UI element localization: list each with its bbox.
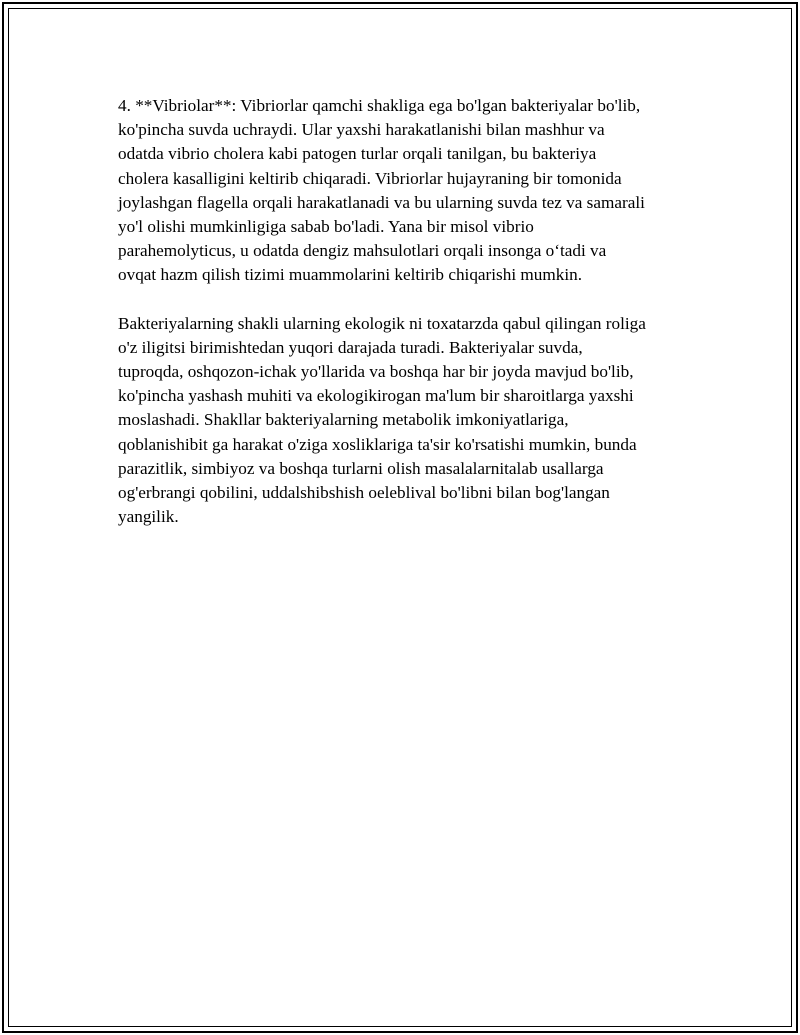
text-line: odatda vibrio cholera kabi patogen turlar orqali tanilgan, bu bakteriya — [118, 144, 597, 164]
text-line: o'z iligitsi birimishtedan yuqori darajada turadi. Bakteriyalar suvda, — [118, 337, 583, 357]
text-line: qoblanishibit ga harakat o'ziga xosliklariga ta'sir ko'rsatishi mumkin, bunda — [118, 434, 637, 454]
text-line: moslashadi. Shakllar bakteriyalarning metabolik imkoniyatlariga, — [118, 410, 569, 430]
text-line: ko'pincha yashash muhiti va ekologikirogan ma'lum bir sharoitlarga yaxshi — [118, 386, 634, 406]
text-line: ovqat hazm qilish tizimi muammolarini keltirib chiqarishi mumkin. — [118, 265, 582, 285]
text-line: joylashgan flagella orqali harakatlanadi va bu ularning suvda tez va samarali — [118, 192, 645, 212]
paragraph-vibriolar — [118, 94, 698, 288]
text-line: yangilik. — [118, 507, 179, 527]
text-line: og'erbrangi qobilini, uddalshibshish oeleblival bo'libni bilan bog'langan — [118, 483, 610, 503]
text-line: cholera kasalligini keltirib chiqaradi. Vibriorlar hujayraning bir tomonida — [118, 168, 622, 188]
paragraph-bakteriyalar-shakli — [118, 312, 698, 530]
text-line: parahemolyticus, u odatda dengiz mahsulotlari orqali insonga o‘tadi va — [118, 241, 607, 261]
text-line: tuproqda, oshqozon-ichak yo'llarida va boshqa har bir joyda mavjud bo'lib, — [118, 362, 634, 382]
text-line: parazitlik, simbiyoz va boshqa turlarni olish masalalarnitalab usallarga — [118, 458, 604, 478]
text-line: yo'l olishi mumkinligiga sabab bo'ladi. Yana bir misol vibrio — [118, 217, 534, 237]
text-line: ko'pincha suvda uchraydi. Ular yaxshi harakatlanishi bilan mashhur va — [118, 120, 605, 140]
text-line: 4. **Vibriolar**: Vibriorlar qamchi shakliga ega bo'lgan bakteriyalar bo'lib, — [118, 96, 641, 115]
document-body — [118, 94, 698, 553]
text-line: Bakteriyalarning shakli ularning ekologik ni toxatarzda qabul qilingan roliga — [118, 313, 646, 333]
